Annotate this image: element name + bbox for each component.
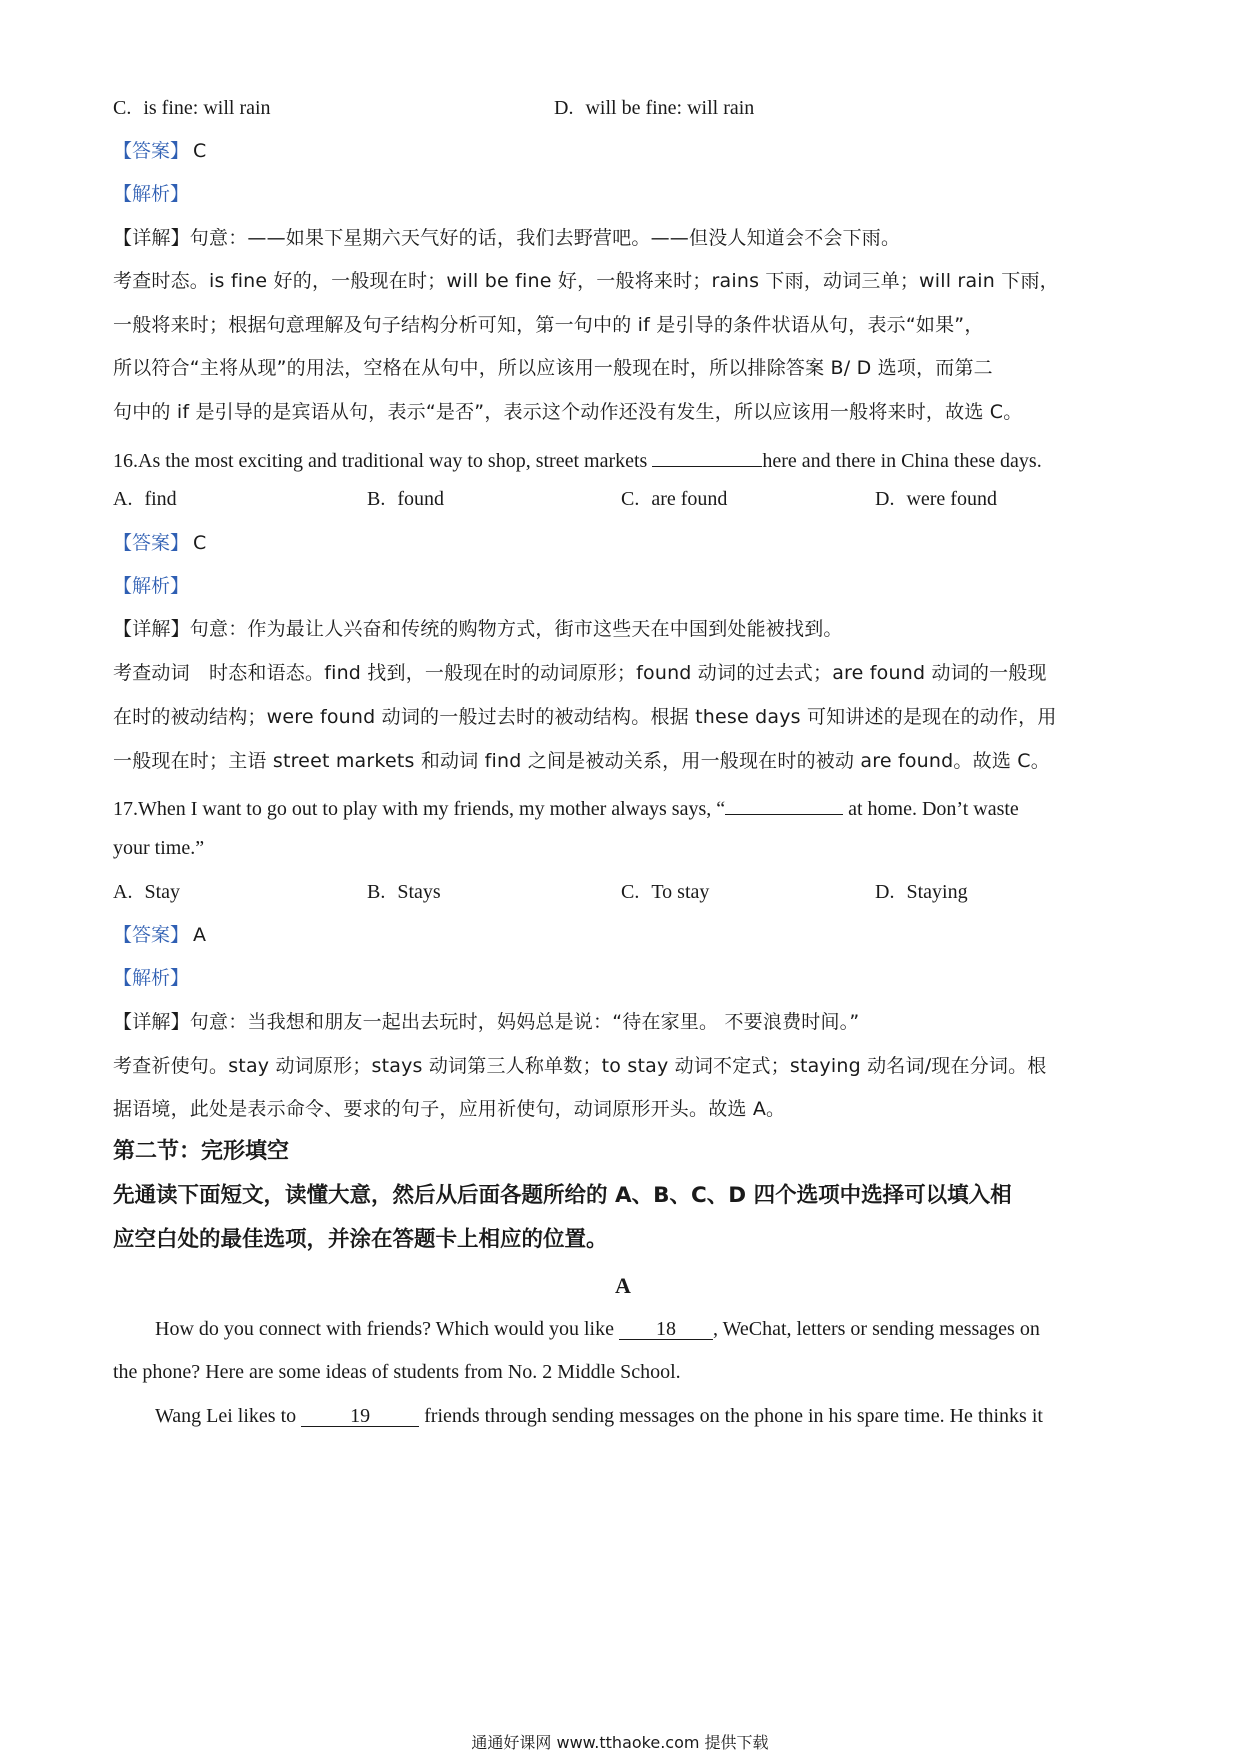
q17-stem-line2: your time.” [113,837,205,859]
q16-answer: 【答案】 C [113,532,207,554]
q16-option-b: B. found [367,488,445,510]
q17-analysis-label: 【解析】 [113,967,190,989]
section2-instruction: 先通读下面短文，读懂大意，然后从后面各题所给的 A、B、C、D 四个选项中选择可以填入相 [113,1183,1012,1208]
q16-analysis-label: 【解析】 [113,575,190,597]
passage-label: A [615,1273,631,1298]
passage-paragraph: How do you connect with friends? Which would you like 18 , WeChat, letters or sending messages on [155,1318,1040,1340]
q15-option-d: D. will be fine: will rain [554,97,755,119]
q16-detail: 一般现在时；主语 street markets 和动词 find 之间是被动关系，用一般现在时的被动 are found。故选 C。 [113,750,1050,772]
page-footer: 通通好课网 www.tthaoke.com 提供下载 [471,1733,769,1752]
passage-paragraph: Wang Lei likes to 19 friends through sending messages on the phone in his spare time. He thinks it [155,1405,1043,1427]
q17-option-c: C. To stay [621,881,710,903]
q17-option-d: D. Staying [875,881,968,903]
q17-answer: 【答案】 A [113,924,207,946]
q15-detail: 【详解】句意：——如果下星期六天气好的话，我们去野营吧。——但没人知道会不会下雨。 [113,227,901,249]
q17-option-a: A. Stay [113,881,181,903]
q17-detail: 考查祈使句。stay 动词原形；stays 动词第三人称单数；to stay 动词不定式；staying 动名词/现在分词。根 [113,1055,1047,1077]
q16-option-c: C. are found [621,488,728,510]
q15-detail: 所以符合“主将从现”的用法，空格在从句中，所以应该用一般现在时，所以排除答案 B/ D 选项，而第二 [113,357,993,379]
q16-detail: 在时的被动结构；were found 动词的一般过去时的被动结构。根据 these days 可知讲述的是现在的动作，用 [113,706,1057,728]
blank-19: 19 [301,1404,419,1427]
q17-detail: 【详解】句意：当我想和朋友一起出去玩时，妈妈总是说：“待在家里。 不要浪费时间。” [113,1011,860,1033]
section2-title: 第二节：完形填空 [113,1139,290,1164]
q16-option-d: D. were found [875,488,997,510]
q15-detail: 一般将来时；根据句意理解及句子结构分析可知，第一句中的 if 是引导的条件状语从句，表示“如果”， [113,314,984,336]
q17-detail: 据语境，此处是表示命令、要求的句子，应用祈使句，动词原形开头。故选 A。 [113,1098,786,1120]
section2-instruction: 应空白处的最佳选项，并涂在答题卡上相应的位置。 [113,1227,608,1252]
q15-detail: 句中的 if 是引导的是宾语从句，表示“是否”，表示这个动作还没有发生，所以应该用一般将来时，故选 C。 [113,401,1023,423]
q15-analysis-label: 【解析】 [113,183,190,205]
q15-detail: 考查时态。is fine 好的，一般现在时；will be fine 好，一般将来时；rains 下雨，动词三单；will rain 下雨， [113,270,1059,292]
q17-option-b: B. Stays [367,881,441,903]
q15-option-c: C. is fine: will rain [113,97,271,119]
q16-detail: 【详解】句意：作为最让人兴奋和传统的购物方式，街市这些天在中国到处能被找到。 [113,618,843,640]
passage-paragraph-line: the phone? Here are some ideas of students from No. 2 Middle School. [113,1361,681,1383]
blank-18: 18 [619,1317,713,1340]
q15-answer: 【答案】 C [113,140,207,162]
q16-blank [652,444,762,467]
q17-stem: 17.When I want to go out to play with my friends, my mother always says, “ at home. Don’t waste [113,792,1019,821]
q16-stem: 16.As the most exciting and traditional way to shop, street markets here and there in China these days. [113,444,1042,473]
q17-blank [725,792,843,815]
q16-detail: 考查动词 时态和语态。find 找到，一般现在时的动词原形；found 动词的过去式；are found 动词的一般现 [113,662,1047,684]
q16-option-a: A. find [113,488,177,510]
